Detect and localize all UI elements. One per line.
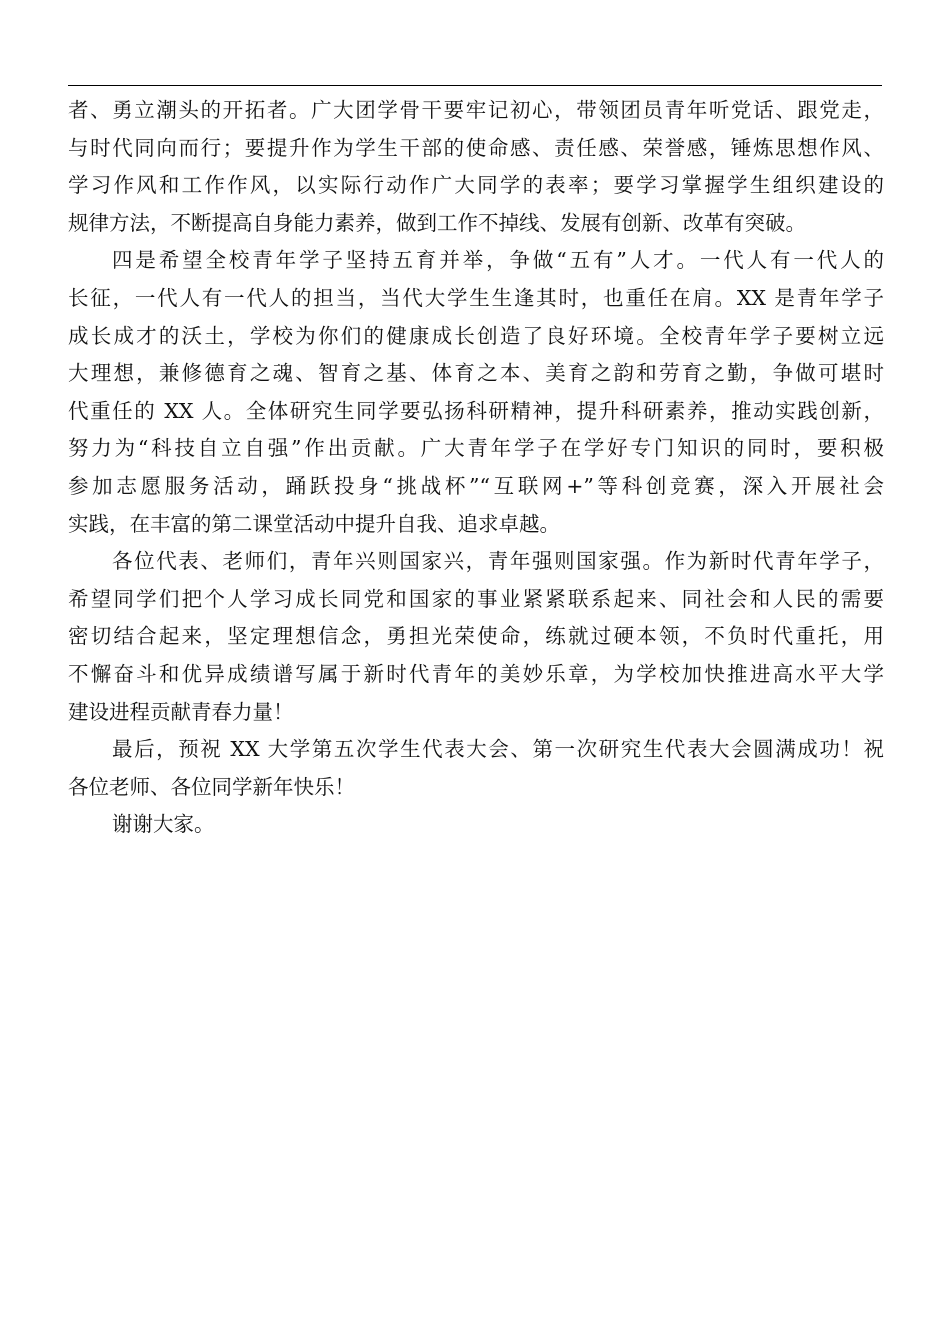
text-line: 各位代表、老师们，青年兴则国家兴，青年强则国家强。作为新时代青年学子，: [112, 549, 884, 574]
text-line: 长征，一代人有一代人的担当，当代大学生生逢其时，也重任在肩。XX 是青年学子: [68, 285, 884, 310]
text-line: 成长成才的沃土，学校为你们的健康成长创造了良好环境。全校青年学子要树立远: [68, 323, 884, 348]
text-line: 规律方法，不断提高自身能力素养，做到工作不掉线、发展有创新、改革有突破。: [68, 210, 806, 235]
text-line: 与时代同向而行；要提升作为学生干部的使命感、责任感、荣誉感，锤炼思想作风、: [68, 135, 884, 160]
text-line: 谢谢大家。: [112, 812, 215, 837]
text-line: 代重任的 XX 人。全体研究生同学要弘扬科研精神，提升科研素养，推动实践创新，: [68, 398, 884, 423]
text-line: 密切结合起来，坚定理想信念，勇担光荣使命，练就过硬本领，不负时代重托，用: [68, 624, 884, 649]
text-line: 最后，预祝 XX 大学第五次学生代表大会、第一次研究生代表大会圆满成功！祝: [112, 737, 884, 762]
text-line: 各位老师、各位同学新年快乐！: [68, 774, 355, 799]
text-line: 实践，在丰富的第二课堂活动中提升自我、追求卓越。: [68, 511, 560, 536]
text-line: 参加志愿服务活动，踊跃投身“挑战杯”“互联网+”等科创竞赛，深入开展社会: [68, 473, 884, 498]
text-line: 大理想，兼修德育之魂、智育之基、体育之本、美育之韵和劳育之勤，争做可堪时: [68, 361, 884, 386]
text-line: 努力为“科技自立自强”作出贡献。广大青年学子在学好专门知识的同时，要积极: [68, 436, 884, 461]
text-line: 建设进程贡献青春力量！: [68, 699, 294, 724]
text-line: 者、勇立潮头的开拓者。广大团学骨干要牢记初心，带领团员青年听党话、跟党走，: [68, 98, 884, 122]
text-line: 四是希望全校青年学子坚持五育并举，争做“五有”人才。一代人有一代人的: [112, 248, 884, 273]
text-line: 希望同学们把个人学习成长同党和国家的事业紧紧联系起来、同社会和人民的需要: [68, 586, 884, 611]
document-body: [68, 92, 884, 844]
header-rule: [68, 85, 882, 86]
text-line: 学习作风和工作作风，以实际行动作广大同学的表率；要学习掌握学生组织建设的: [68, 173, 884, 198]
text-line: 不懈奋斗和优异成绩谱写属于新时代青年的美妙乐章，为学校加快推进高水平大学: [68, 661, 884, 686]
